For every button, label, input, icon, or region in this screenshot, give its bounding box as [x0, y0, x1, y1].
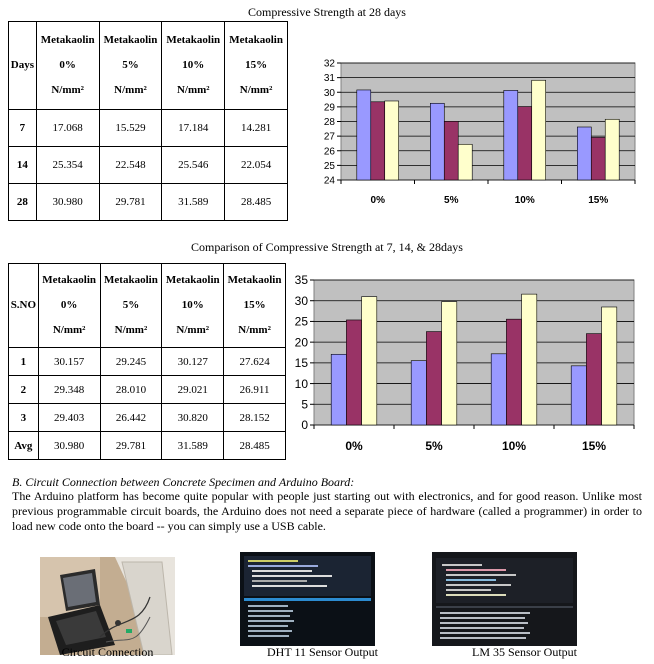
x-category-label: 10%: [514, 195, 535, 206]
table-cell: 30.157: [38, 348, 100, 376]
code-screen-icon: [240, 552, 375, 646]
header-cell: [9, 264, 39, 348]
bar: [331, 354, 346, 425]
header-line: Days: [10, 59, 34, 71]
y-tick-label: 15: [294, 356, 308, 371]
table-cell: 14.281: [225, 110, 288, 147]
bar: [362, 297, 377, 425]
bottom-title: Comparison of Compressive Strength at 7, 14, & 28days: [191, 240, 463, 254]
table-row: [9, 184, 288, 221]
header-cell: [162, 264, 224, 348]
header-cell: [225, 22, 288, 110]
header-cell: [224, 264, 286, 348]
table-cell: 29.348: [38, 376, 100, 404]
bar: [586, 334, 601, 425]
header-cell: [100, 264, 162, 348]
terminal-screen-icon: [432, 552, 577, 646]
bar: [411, 361, 426, 425]
bar: [357, 90, 371, 180]
header-cell: [38, 264, 100, 348]
table-cell: 22.054: [225, 147, 288, 184]
table-cell: 28.485: [224, 432, 286, 460]
header-line: N/mm²: [114, 84, 147, 96]
y-tick-label: 10: [294, 376, 308, 391]
table-row: [9, 404, 286, 432]
table-cell: 30.127: [162, 348, 224, 376]
bar: [577, 127, 591, 180]
table-row: [9, 348, 286, 376]
header-line: N/mm²: [176, 324, 210, 336]
x-category-label: 10%: [501, 439, 527, 453]
bar: [518, 107, 532, 180]
row-label: Avg: [9, 432, 39, 460]
table-cell: 15.529: [99, 110, 162, 147]
row-label: 2: [9, 376, 39, 404]
bottom-chart: [290, 270, 645, 458]
table-row: [9, 110, 288, 147]
top-chart-svg: [300, 55, 645, 215]
header-cell: [36, 22, 99, 110]
table-cell: 28.010: [100, 376, 162, 404]
row-label: 14: [9, 147, 37, 184]
top-table: [8, 21, 288, 221]
header-cell: [9, 22, 37, 110]
y-tick-label: 24: [323, 175, 335, 187]
table-cell: 25.546: [162, 147, 225, 184]
x-category-label: 0%: [370, 195, 385, 206]
header-line: N/mm²: [176, 84, 210, 96]
header-line: 5%: [122, 59, 139, 71]
bar: [532, 80, 546, 180]
header-line: 0%: [60, 299, 78, 311]
header-line: 10%: [182, 59, 205, 71]
header-line: Metakaolin: [40, 34, 95, 46]
y-tick-label: 20: [294, 335, 308, 350]
bar: [371, 102, 385, 180]
header-line: N/mm²: [114, 324, 148, 336]
y-tick-label: 25: [294, 314, 308, 329]
header-line: Metakaolin: [42, 274, 97, 286]
header-line: Metakaolin: [166, 34, 221, 46]
bar: [430, 103, 444, 180]
bar: [506, 319, 521, 425]
bar: [571, 366, 586, 425]
table-cell: 17.068: [36, 110, 99, 147]
bar: [522, 294, 537, 425]
table-cell: 28.485: [225, 184, 288, 221]
table-cell: 25.354: [36, 147, 99, 184]
caption-lm35: LM 35 Sensor Output: [472, 645, 577, 659]
table-cell: 29.245: [100, 348, 162, 376]
row-label: 3: [9, 404, 39, 432]
header-line: Metakaolin: [104, 274, 158, 286]
table-cell: 29.781: [99, 184, 162, 221]
table-cell: 26.911: [224, 376, 286, 404]
header-line: 5%: [122, 299, 140, 311]
header-line: N/mm²: [51, 84, 84, 96]
x-category-label: 5%: [425, 439, 443, 453]
table-cell: 22.548: [99, 147, 162, 184]
y-tick-label: 31: [323, 73, 335, 85]
y-tick-label: 32: [323, 58, 335, 70]
table-row: [9, 147, 288, 184]
table-cell: 26.442: [100, 404, 162, 432]
y-tick-label: 30: [294, 293, 308, 308]
header-row: [9, 264, 286, 348]
table-cell: 29.781: [100, 432, 162, 460]
header-line: N/mm²: [239, 84, 273, 96]
table-row: [9, 376, 286, 404]
header-cell: [99, 22, 162, 110]
y-tick-label: 28: [323, 117, 335, 128]
top-chart: [300, 55, 645, 215]
table-cell: 17.184: [162, 110, 225, 147]
bar: [605, 119, 619, 180]
bottom-chart-svg: [290, 270, 645, 458]
bar: [444, 121, 458, 180]
x-category-label: 15%: [581, 439, 607, 453]
y-tick-label: 0: [301, 418, 308, 433]
bar: [426, 332, 441, 425]
bar: [504, 90, 518, 180]
table-cell: 29.403: [38, 404, 100, 432]
bar: [491, 354, 506, 425]
bar: [346, 320, 361, 425]
y-tick-label: 29: [323, 102, 335, 114]
header-line: S.NO: [10, 299, 37, 311]
x-category-label: 5%: [444, 195, 459, 206]
bar: [591, 137, 605, 180]
y-tick-label: 35: [294, 273, 308, 288]
bar: [458, 144, 472, 180]
y-tick-label: 30: [323, 87, 335, 99]
lm35-screen: [432, 552, 577, 646]
table-cell: 28.152: [224, 404, 286, 432]
bar: [602, 307, 617, 425]
header-line: 15%: [243, 299, 266, 311]
header-line: Metakaolin: [227, 274, 282, 286]
top-title: Compressive Strength at 28 days: [248, 5, 406, 19]
header-line: Metakaolin: [165, 274, 220, 286]
header-line: 15%: [245, 59, 268, 71]
row-label: 28: [9, 184, 37, 221]
table-cell: 27.624: [224, 348, 286, 376]
table-cell: 30.980: [36, 184, 99, 221]
table-cell: 30.980: [38, 432, 100, 460]
caption-circuit: Circuit Connection: [61, 645, 154, 659]
table-cell: 31.589: [162, 184, 225, 221]
header-line: N/mm²: [52, 324, 86, 336]
header-cell: [162, 22, 225, 110]
y-tick-label: 5: [301, 397, 308, 412]
section-heading: B. Circuit Connection between Concrete Specimen and Arduino Board:: [12, 475, 355, 489]
header-line: Metakaolin: [103, 34, 158, 46]
circuit-photo: [40, 557, 175, 655]
row-label: 1: [9, 348, 39, 376]
row-label: 7: [9, 110, 37, 147]
caption-dht11: DHT 11 Sensor Output: [267, 645, 378, 659]
bar: [385, 101, 399, 180]
header-line: 10%: [181, 299, 204, 311]
section-paragraph: The Arduino platform has become quite popular with people just starting out with electronics, and for good reason. Unlike most previous programmable circuit boards, the Arduino does not need a separate piece of hardware (called a programmer) in order to load new code onto the board -- you can simply use a USB cable.: [12, 489, 642, 533]
header-line: Metakaolin: [229, 34, 283, 46]
table-cell: 31.589: [162, 432, 224, 460]
y-tick-label: 25: [323, 160, 335, 172]
laptop-icon: [40, 557, 175, 655]
bar: [442, 302, 457, 425]
y-tick-label: 27: [323, 131, 335, 143]
bottom-table: [8, 263, 286, 460]
x-category-label: 15%: [588, 195, 609, 206]
dht11-screen: [240, 552, 375, 646]
header-line: 0%: [59, 59, 76, 71]
table-cell: 30.820: [162, 404, 224, 432]
y-tick-label: 26: [323, 146, 335, 158]
table-row: [9, 432, 286, 460]
x-category-label: 0%: [345, 439, 363, 453]
header-row: [9, 22, 288, 110]
header-line: N/mm²: [238, 324, 271, 336]
table-cell: 29.021: [162, 376, 224, 404]
